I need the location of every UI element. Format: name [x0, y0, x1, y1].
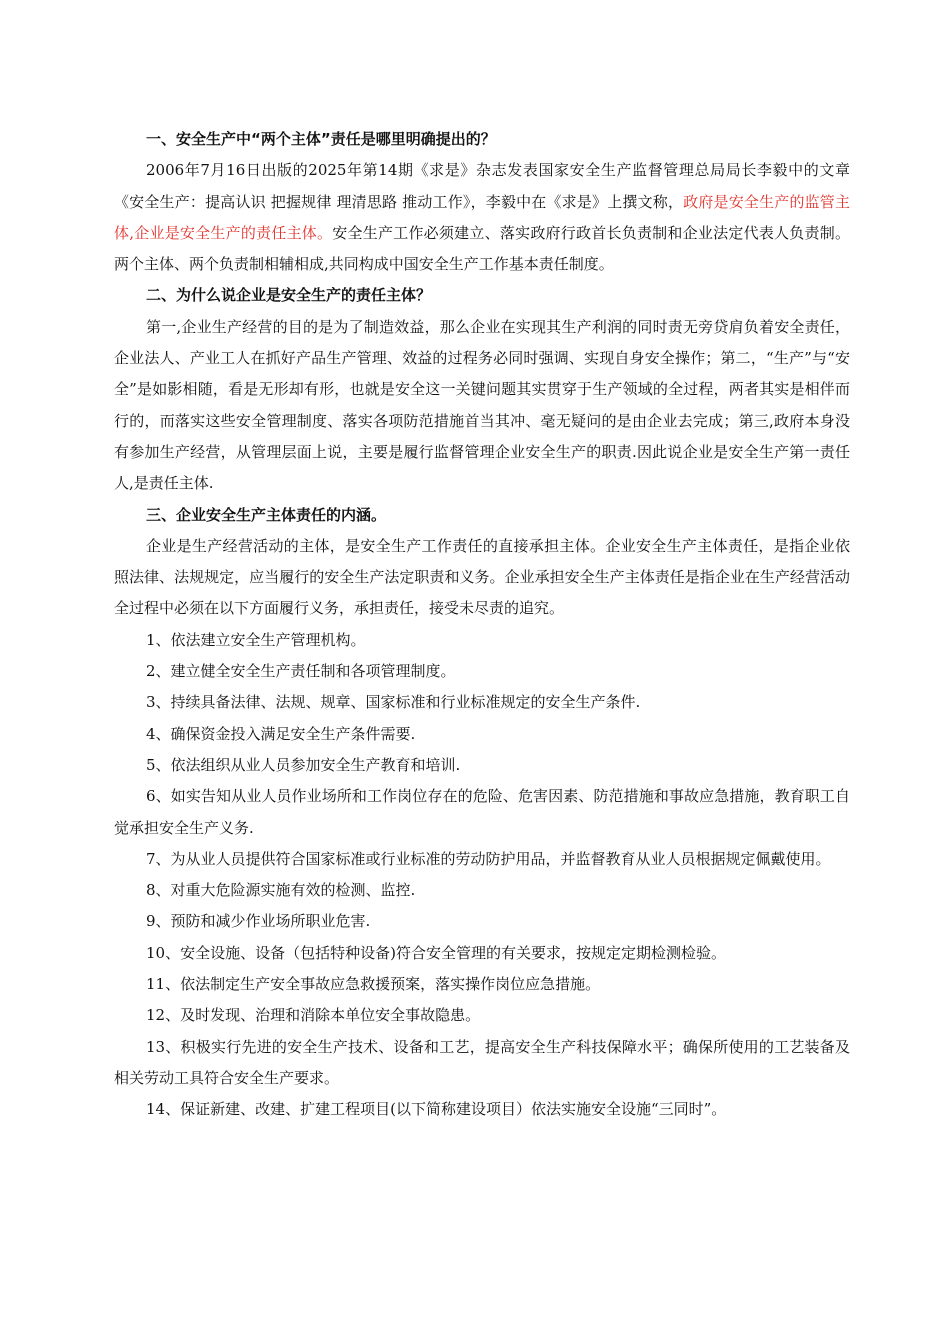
list-item: 13、积极实行先进的安全生产技术、设备和工艺，提高安全生产科技保障水平；确保所使用的工艺装备及相关劳动工具符合安全生产要求。 [114, 1037, 850, 1087]
paragraph-1 [114, 155, 850, 280]
list-item: 8、对重大危险源实施有效的检测、监控. [146, 881, 416, 900]
paragraph-2: 第一,企业生产经营的目的是为了制造效益，那么企业在实现其生产利润的同时责无旁贷肩负着安全责任，企业法人、产业工人在抓好产品生产管理、效益的过程务必同时强调、实现自身安全操作；第二，“生产”与“安全”是如影相随，看是无形却有形，也就是安全这一关键问题其实贯穿于生产领域的全过程，两者其实是相伴而行的，而落实这些安全管理制度、落实各项防范措施首当其冲、毫无疑问的是由企业去完成；第三,政府本身没有参加生产经营，从管理层面上说，主要是履行监督管理企业安全生产的职责.因此说企业是安全生产第一责任人,是责任主体. [114, 317, 850, 493]
document-page [114, 124, 850, 1126]
list-item: 5、依法组织从业人员参加安全生产教育和培训. [146, 755, 461, 774]
list-item: 2、建立健全安全生产责任制和各项管理制度。 [146, 662, 456, 681]
list-item: 11、依法制定生产安全事故应急救援预案，落实操作岗位应急措施。 [146, 975, 601, 994]
section-heading-2: 二、为什么说企业是安全生产的责任主体？ [146, 286, 432, 305]
section-heading-1: 一、安全生产中“两个主体”责任是哪里明确提出的？ [146, 130, 496, 148]
list-item: 7、为从业人员提供符合国家标准或行业标准的劳动防护用品，并监督教育从业人员根据规定佩戴使用。 [146, 849, 831, 868]
list-item: 6、如实告知从业人员作业场所和工作岗位存在的危险、危害因素、防范措施和事故应急措施，教育职工自觉承担安全生产义务. [114, 787, 850, 837]
paragraph-3: 企业是生产经营活动的主体，是安全生产工作责任的直接承担主体。企业安全生产主体责任，是指企业依照法律、法规规定，应当履行的安全生产法定职责和义务。企业承担安全生产主体责任是指企业在生产经营活动全过程中必须在以下方面履行义务，承担责任，接受未尽责的追究。 [114, 536, 850, 618]
list-item: 1、依法建立安全生产管理机构。 [146, 630, 366, 649]
paragraph-1-text-b: 安全生产工作必须建立、落实政府行政首长负责制和企业法定代表人负责制。两个主体、两个负责制相辅相成,共同构成中国安全生产工作基本责任制度。 [114, 223, 850, 274]
paragraph-1-text-a: 2006年7月16日出版的2025年第14期《求是》杂志发表国家安全生产监督管理总局局长李毅中的文章《安全生产：提高认识 把握规律 理清思路 推动工作》，李毅中在《求是》上撰文称， [114, 161, 850, 211]
list-item: 12、及时发现、治理和消除本单位安全事故隐患。 [146, 1006, 481, 1025]
list-item: 14、保证新建、改建、扩建工程项目(以下简称建设项目）依法实施安全设施“三同时”。 [146, 1100, 727, 1119]
highlighted-statement: 政府是安全生产的监管主体,企业是安全生产的责任主体。 [114, 192, 850, 242]
list-item: 4、确保资金投入满足安全生产条件需要. [146, 724, 416, 743]
section-heading-3: 三、企业安全生产主体责任的内涵。 [146, 505, 387, 524]
list-item: 10、安全设施、设备（包括特种设备)符合安全管理的有关要求，按规定定期检测检验。 [146, 943, 726, 962]
list-item: 3、持续具备法律、法规、规章、国家标准和行业标准规定的安全生产条件. [146, 693, 641, 712]
list-item: 9、预防和减少作业场所职业危害. [146, 912, 371, 931]
